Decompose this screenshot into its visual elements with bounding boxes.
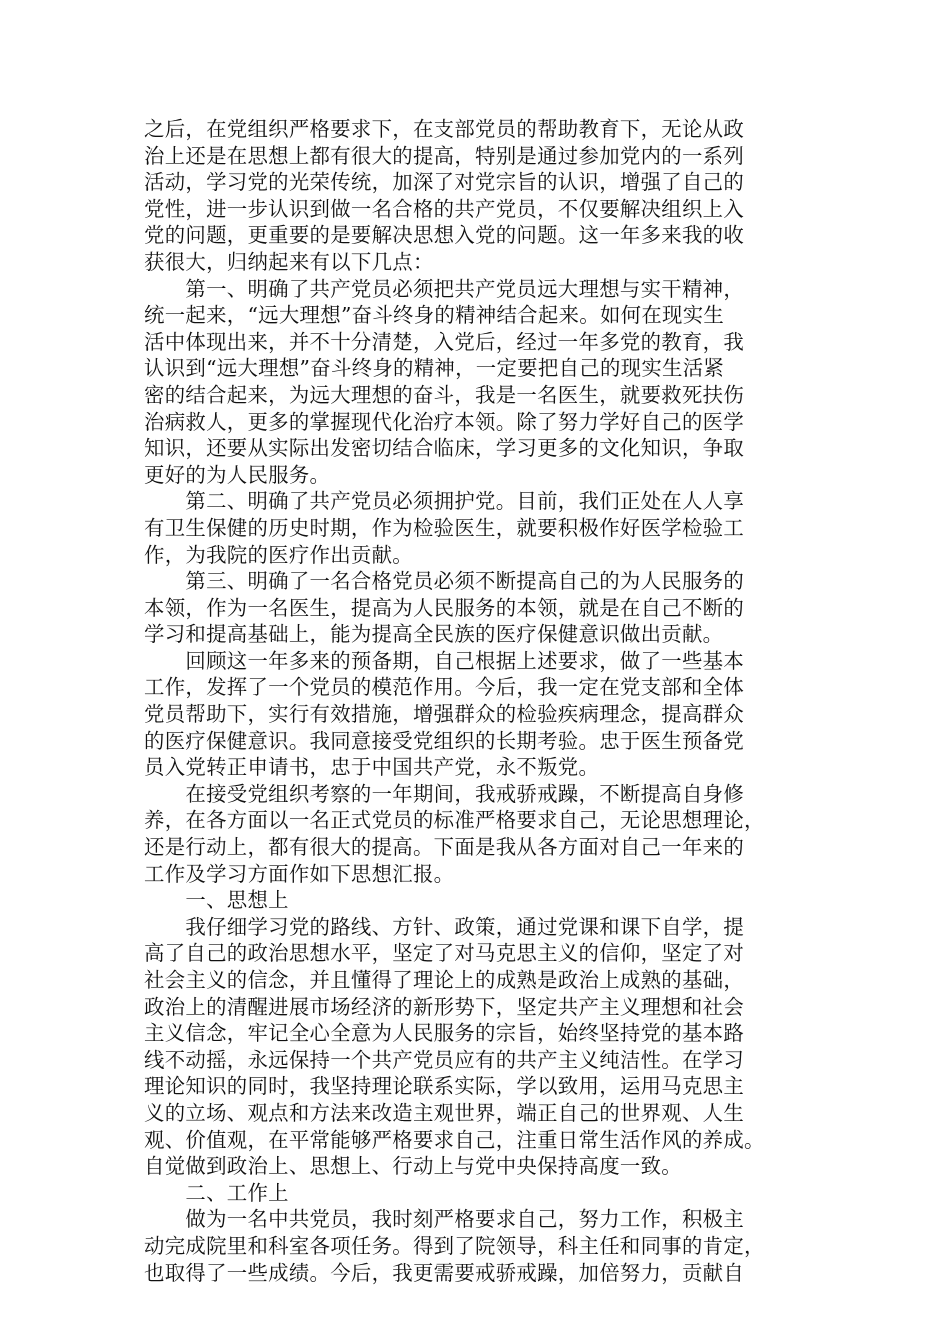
text-line: 义的立场、观点和方法来改造主观世界，端正自己的世界观、人生 — [144, 1100, 745, 1125]
text-line: 回顾这一年多来的预备期，自己根据上述要求，做了一些基本 — [144, 648, 745, 673]
text-line: 活动，学习党的光荣传统，加深了对党宗旨的认识，增强了自己的 — [144, 170, 745, 195]
text-line: 社会主义的信念，并且懂得了理论上的成熟是政治上成熟的基础， — [144, 968, 745, 992]
text-line: 在接受党组织考察的一年期间，我戒骄戒躁，不断提高自身修 — [144, 781, 745, 806]
text-line: 党员帮助下，实行有效措施，增强群众的检验疾病理念，提高群众 — [144, 702, 745, 727]
text-line: 本领，作为一名医生，提高为人民服务的本领，就是在自己不断的 — [144, 595, 745, 620]
text-line: 高了自己的政治思想水平，坚定了对马克思主义的信仰，坚定了对 — [144, 941, 745, 966]
text-line: 观、价值观，在平常能够严格要求自己，注重日常生活作风的养成。 — [144, 1127, 765, 1152]
text-line: 工作，发挥了一个党员的模范作用。今后，我一定在党支部和全体 — [144, 675, 745, 700]
text-line: 主义信念，牢记全心全意为人民服务的宗旨，始终坚持党的基本路 — [144, 1021, 745, 1046]
text-line: 密的结合起来，为远大理想的奋斗，我是一名医生，就要救死扶伤 — [144, 382, 745, 407]
document-body — [144, 116, 814, 1286]
text-line: 员入党转正申请书，忠于中国共产党，永不叛党。 — [144, 755, 600, 780]
text-line: 有卫生保健的历史时期，作为检验医生，就要积极作好医学检验工 — [144, 515, 745, 540]
text-line: 获很大，归纳起来有以下几点： — [144, 249, 434, 274]
text-line: 做为一名中共党员，我时刻严格要求自己，努力工作，积极主 — [144, 1207, 745, 1232]
text-line: 统一起来，“远大理想”奋斗终身的精神结合起来。如何在现实生 — [144, 303, 725, 328]
text-line: 更好的为人民服务。 — [144, 462, 331, 487]
text-line: 动完成院里和科室各项任务。得到了院领导，科主任和同事的肯定， — [144, 1233, 765, 1258]
text-line: 线不动摇，永远保持一个共产党员应有的共产主义纯洁性。在学习 — [144, 1047, 745, 1072]
text-line: 活中体现出来，并不十分清楚，入党后，经过一年多党的教育，我 — [144, 329, 745, 354]
text-line: 也取得了一些成绩。今后，我更需要戒骄戒躁，加倍努力，贡献自 — [144, 1260, 745, 1285]
text-line: 还是行动上，都有很大的提高。下面是我从各方面对自己一年来的 — [144, 835, 745, 860]
text-line: 之后，在党组织严格要求下，在支部党员的帮助教育下，无论从政 — [144, 117, 745, 141]
text-line: 养，在各方面以一名正式党员的标准严格要求自己，无论思想理论， — [144, 808, 765, 833]
text-line: 学习和提高基础上，能为提高全民族的医疗保健意识做出贡献。 — [144, 622, 724, 647]
text-line: 二、工作上 — [144, 1180, 289, 1205]
text-line: 治上还是在思想上都有很大的提高，特别是通过参加党内的一系列 — [144, 143, 745, 168]
text-line: 作，为我院的医疗作出贡献。 — [144, 542, 413, 567]
text-line: 工作及学习方面作如下思想汇报。 — [144, 861, 455, 886]
text-line: 理论知识的同时，我坚持理论联系实际，学以致用，运用马克思主 — [144, 1074, 745, 1099]
text-line: 治病救人，更多的掌握现代化治疗本领。除了努力学好自己的医学 — [144, 409, 745, 434]
text-line: 政治上的清醒进展市场经济的新形势下，坚定共产主义理想和社会 — [144, 994, 745, 1019]
text-line: 第一、明确了共产党员必须把共产党员远大理想与实干精神， — [144, 276, 745, 301]
text-line: 的医疗保健意识。我同意接受党组织的长期考验。忠于医生预备党 — [144, 728, 745, 753]
text-line: 自觉做到政治上、思想上、行动上与党中央保持高度一致。 — [144, 1154, 682, 1179]
text-line: 第三、明确了一名合格党员必须不断提高自己的为人民服务的 — [144, 569, 745, 594]
text-line: 第二、明确了共产党员必须拥护党。目前，我们正处在人人享 — [144, 489, 745, 514]
text-line: 一、思想上 — [144, 888, 289, 913]
text-line: 党性，进一步认识到做一名合格的共产党员，不仅要解决组织上入 — [144, 196, 745, 221]
text-line: 认识到“远大理想”奋斗终身的精神，一定要把自己的现实生活紧 — [144, 356, 725, 381]
text-line: 党的问题，更重要的是要解决思想入党的问题。这一年多来我的收 — [144, 223, 745, 248]
text-line: 我仔细学习党的路线、方针、政策，通过党课和课下自学，提 — [144, 914, 745, 939]
text-line: 知识，还要从实际出发密切结合临床，学习更多的文化知识，争取 — [144, 436, 745, 461]
